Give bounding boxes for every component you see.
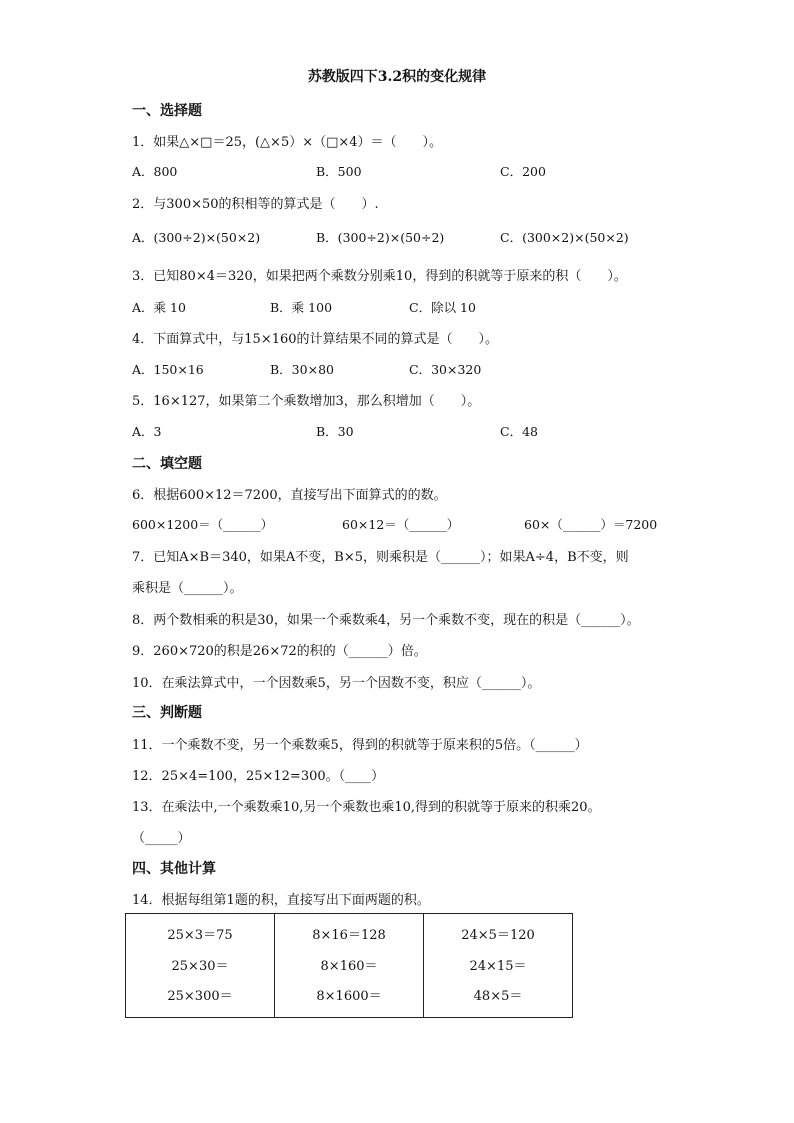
calc-group-1 [126,914,275,1018]
question-7-line-1: 7．已知A×B＝340，如果A不变，B×5，则乘积是（______）；如果A÷4，B不变，则 [132,550,629,565]
q6-item-1: 600×1200＝（______） [132,517,274,532]
q3-option-c: C．除以 10 [409,300,476,315]
q5-option-a: A．3 [132,424,162,439]
q6-item-3: 60×（______）＝7200 [524,517,658,532]
question-14: 14．根据每组第1题的积，直接写出下面两题的积。 [132,893,430,908]
calc-group-3 [424,914,573,1018]
q2-option-a: A．(300÷2)×(50×2) [132,230,261,245]
calc-item: 8×160＝ [320,958,378,974]
calc-item: 25×3＝75 [167,928,233,943]
page-title: 苏教版四下3.2积的变化规律 [307,69,487,85]
q4-option-c: C．30×320 [409,362,482,377]
question-2: 2．与300×50的积相等的算式是（ ）. [132,197,379,212]
question-13-line-2: （_____） [132,831,191,846]
q5-option-b: B．30 [316,424,354,439]
q1-option-a: A．800 [132,164,178,179]
question-13-line-1: 13．在乘法中,一个乘数乘10,另一个乘数也乘10,得到的积就等于原来的积乘20。 [132,800,601,815]
question-9: 9．260×720的积是26×72的积的（______）倍。 [132,644,427,659]
section-heading-calc: 四、其他计算 [132,861,216,877]
q3-option-a: A．乘 10 [132,300,186,315]
q4-option-a: A．150×16 [132,362,204,377]
calc-item: 24×5＝120 [461,928,535,943]
calc-item: 24×15＝ [469,958,527,974]
q3-option-b: B．乘 100 [270,300,333,315]
section-heading-judge: 三、判断题 [132,705,202,721]
question-5: 5．16×127，如果第二个乘数增加3，那么积增加（ ）。 [132,394,481,409]
calc-table [125,913,573,1018]
calc-item: 48×5＝ [473,989,523,1004]
q2-option-c: C．(300×2)×(50×2) [500,230,629,245]
calc-item: 8×1600＝ [316,989,382,1004]
question-1: 1．如果△×□＝25，(△×5）×（□×4）＝（ ）。 [132,135,443,150]
question-12: 12．25×4=100，25×12=300。（____） [132,769,385,784]
calc-item: 8×16＝128 [312,928,386,943]
question-8: 8．两个数相乘的积是30，如果一个乘数乘4，另一个乘数不变，现在的积是（______）。 [132,613,640,628]
q6-item-2: 60×12＝（______） [342,517,460,532]
question-3: 3．已知80×4＝320，如果把两个乘数分别乘10，得到的积就等于原来的积（ ）。 [132,269,627,284]
question-7-line-2: 乘积是（______）。 [132,581,243,596]
question-6: 6．根据600×12＝7200，直接写出下面算式的的数。 [132,488,447,503]
section-heading-fill: 二、填空题 [132,456,202,472]
q4-option-b: B．30×80 [270,362,334,377]
q2-option-b: B．(300÷2)×(50÷2) [316,230,445,245]
q1-option-b: B．500 [316,164,362,179]
calc-group-2 [275,914,424,1018]
section-heading-choice: 一、选择题 [132,103,202,119]
q1-option-c: C．200 [500,164,546,179]
calc-item: 25×300＝ [167,989,233,1004]
question-4: 4．下面算式中，与15×160的计算结果不同的算式是（ ）。 [132,332,499,347]
calc-item: 25×30＝ [171,958,229,974]
question-11: 11．一个乘数不变，另一个乘数乘5，得到的积就等于原来积的5倍。（______） [132,738,588,753]
q5-option-c: C．48 [500,424,538,439]
question-10: 10．在乘法算式中，一个因数乘5，另一个因数不变，积应（______）。 [132,676,541,691]
